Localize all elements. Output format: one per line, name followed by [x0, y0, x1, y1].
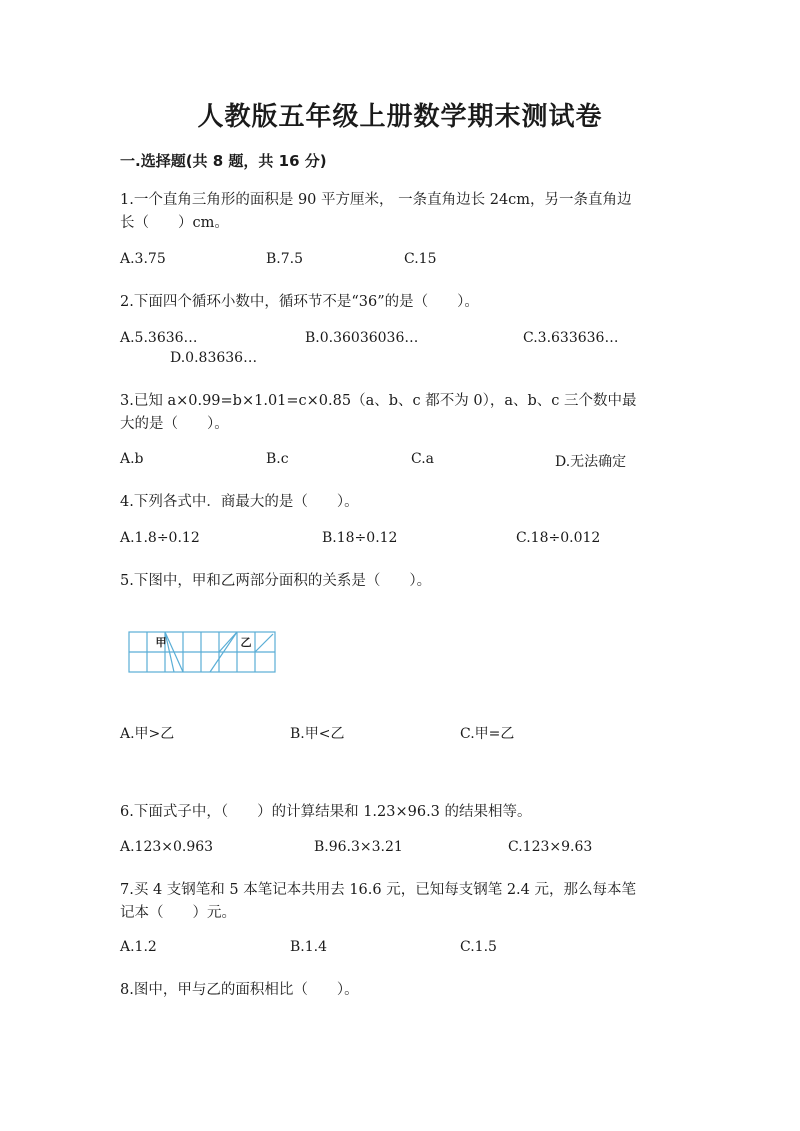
question-6-option-b: B.96.3×3.21	[314, 839, 403, 855]
question-1-option-c: C.15	[404, 251, 437, 267]
question-7-option-a: A.1.2	[120, 939, 157, 955]
question-3-line-1: 3.已知 a×0.99=b×1.01=c×0.85（a、b、c 都不为 0），a、b、c 三个数中最	[120, 393, 637, 409]
question-2-option-a: A.5.3636…	[120, 330, 198, 346]
question-7-option-c: C.1.5	[460, 939, 497, 955]
area-grid-figure	[128, 630, 278, 674]
question-3-option-d: D.无法确定	[555, 454, 627, 470]
question-1-option-a: A.3.75	[120, 251, 166, 267]
label-jia: 甲	[155, 636, 167, 649]
question-1-option-b: B.7.5	[266, 251, 304, 267]
question-6-option-c: C.123×9.63	[508, 839, 593, 855]
question-5-option-c: C.甲=乙	[460, 726, 515, 742]
question-5-option-b: B.甲<乙	[290, 726, 345, 742]
question-1-line-1: 1.一个直角三角形的面积是 90 平方厘米， 一条直角边长 24cm，另一条直角边	[120, 192, 632, 208]
question-6-option-a: A.123×0.963	[120, 839, 214, 855]
question-1-line-2: 长（ ）cm。	[120, 215, 229, 231]
question-2-line-1: 2.下面四个循环小数中，循环节不是“36”的是（ ）。	[120, 294, 479, 310]
question-3-line-2: 大的是（ ）。	[120, 416, 229, 432]
question-4-option-c: C.18÷0.012	[516, 530, 601, 546]
question-2-option-d: D.0.83636…	[170, 350, 258, 366]
question-4-option-b: B.18÷0.12	[322, 530, 398, 546]
question-3-option-b: B.c	[266, 451, 289, 467]
page-title: 人教版五年级上册数学期末测试卷	[197, 102, 603, 132]
question-3-option-a: A.b	[120, 451, 144, 467]
question-8-line-1: 8.图中，甲与乙的面积相比（ ）。	[120, 982, 359, 998]
question-7-option-b: B.1.4	[290, 939, 328, 955]
section-heading: 一.选择题(共 8 题，共 16 分)	[120, 152, 327, 170]
question-5-line-1: 5.下图中，甲和乙两部分面积的关系是（ ）。	[120, 573, 432, 589]
question-5-option-a: A.甲>乙	[120, 726, 175, 742]
question-2-option-c: C.3.633636…	[523, 330, 619, 346]
question-6-line-1: 6.下面式子中，（ ）的计算结果和 1.23×96.3 的结果相等。	[120, 804, 532, 820]
question-4-option-a: A.1.8÷0.12	[120, 530, 200, 546]
label-yi: 乙	[240, 636, 252, 649]
grid-lines	[129, 632, 275, 672]
question-4-line-1: 4.下列各式中．商最大的是（ ）。	[120, 494, 359, 510]
question-7-line-1: 7.买 4 支钢笔和 5 本笔记本共用去 16.6 元，已知每支钢笔 2.4 元，那么每本笔	[120, 882, 637, 898]
question-2-option-b: B.0.36036036…	[305, 330, 419, 346]
question-7-line-2: 记本（ ）元。	[120, 905, 236, 921]
question-3-option-c: C.a	[411, 451, 435, 467]
